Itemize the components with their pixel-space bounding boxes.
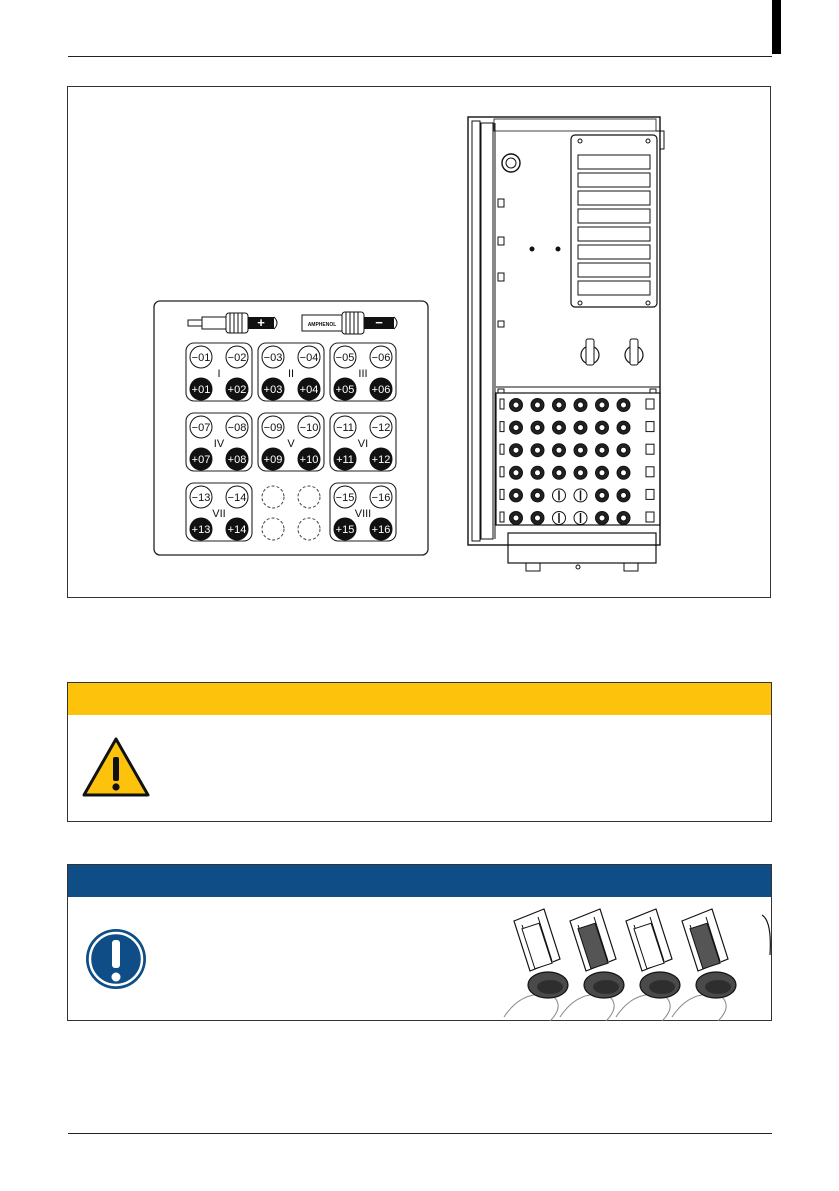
dc-socket-core [513,447,519,453]
dc-socket-core [621,470,627,476]
terminal-label: +12 [371,454,391,466]
terminal-label: −13 [191,492,211,504]
ventilation-grille [571,135,657,307]
terminal-label: +08 [227,454,247,466]
terminal-label: −04 [299,352,319,364]
exclamation-circle-icon [84,927,148,991]
terminal-label: +15 [335,524,355,536]
terminal-label: −15 [335,492,355,504]
dc-socket-core [599,402,605,408]
note-header-bar [68,865,771,897]
mppt-roman-label: VIII [354,508,372,520]
mppt-roman-label: VI [357,438,369,450]
sealing-plugs-illustration [500,905,772,1021]
mppt-roman-label: III [358,368,368,380]
dc-socket-core [599,515,605,521]
connector-assignment-panel [154,301,428,555]
sealing-plug-connector [504,909,568,1021]
terminal-label: −02 [227,352,247,364]
terminal-label: −14 [227,492,247,504]
mppt-roman-label: I [217,368,221,380]
terminal-label: +14 [227,524,247,536]
terminal-label: −03 [263,352,283,364]
terminal-label: −10 [299,422,319,434]
dc-socket-core [556,402,562,408]
dc-socket-core [513,425,519,431]
negative-label: − [375,315,383,330]
inverter-figure [68,87,772,599]
dc-socket-core [535,470,541,476]
terminal-label: +06 [371,384,391,396]
dc-socket-core [556,470,562,476]
terminal-label: +02 [227,384,247,396]
dc-socket-core [599,492,605,498]
dc-socket-core [535,425,541,431]
sealing-plug-connector [672,909,736,1021]
dc-socket-core [556,425,562,431]
warning-header-bar [68,683,771,715]
header-rule [68,56,772,57]
positive-label: + [257,315,265,330]
dc-socket-core [599,425,605,431]
mppt-roman-label: VII [212,508,226,520]
dc-socket-core [578,470,584,476]
dc-socket-core [599,470,605,476]
dc-switch-icon [581,339,643,365]
terminal-label: −12 [371,422,391,434]
dc-socket-core [578,425,584,431]
mppt-roman-label: V [287,438,295,450]
terminal-label: −05 [335,352,355,364]
terminal-label: +13 [191,524,211,536]
terminal-label: −16 [371,492,391,504]
cable-gland-icon [502,154,520,172]
dc-input-sockets [500,399,654,525]
dc-socket-core [513,402,519,408]
terminal-label: +05 [335,384,355,396]
terminal-label: −11 [336,422,354,434]
terminal-label: −07 [191,422,211,434]
dc-socket-core [535,447,541,453]
terminal-label: +03 [263,384,283,396]
sealing-plug-connector [616,909,680,1021]
terminal-label: −09 [263,422,283,434]
figure-frame [67,86,771,598]
terminal-label: +09 [263,454,283,466]
dc-socket-core [621,402,627,408]
dc-socket-core [513,470,519,476]
warning-notice [67,682,772,822]
mppt-roman-label: II [287,368,295,380]
dc-socket-core [513,515,519,521]
sealing-plug-connector [560,909,624,1021]
terminal-label: +11 [336,454,354,466]
dc-socket-core [535,515,541,521]
dc-socket-core [578,402,584,408]
terminal-label: −01 [191,352,211,364]
dc-socket-core [578,447,584,453]
dc-socket-core [535,402,541,408]
note-notice [67,864,772,1021]
terminal-label: −06 [371,352,391,364]
dc-socket-core [513,492,519,498]
page-tab-marker [772,0,781,54]
inverter-enclosure-drawing [468,117,664,571]
footer-rule [68,1133,772,1134]
warning-triangle-icon [82,737,150,797]
connector-brand-label: AMPHENOL [307,322,337,328]
dc-socket-core [556,447,562,453]
dc-socket-core [621,425,627,431]
mppt-roman-label: IV [213,438,225,450]
terminal-label: +04 [299,384,319,396]
dc-socket-core [621,492,627,498]
terminal-label: +16 [371,524,391,536]
dc-socket-core [621,447,627,453]
terminal-label: +01 [191,384,211,396]
terminal-label: +10 [299,454,319,466]
dc-socket-core [599,447,605,453]
terminal-label: +07 [191,454,211,466]
terminal-label: −08 [227,422,247,434]
dc-socket-core [535,492,541,498]
dc-socket-core [621,515,627,521]
